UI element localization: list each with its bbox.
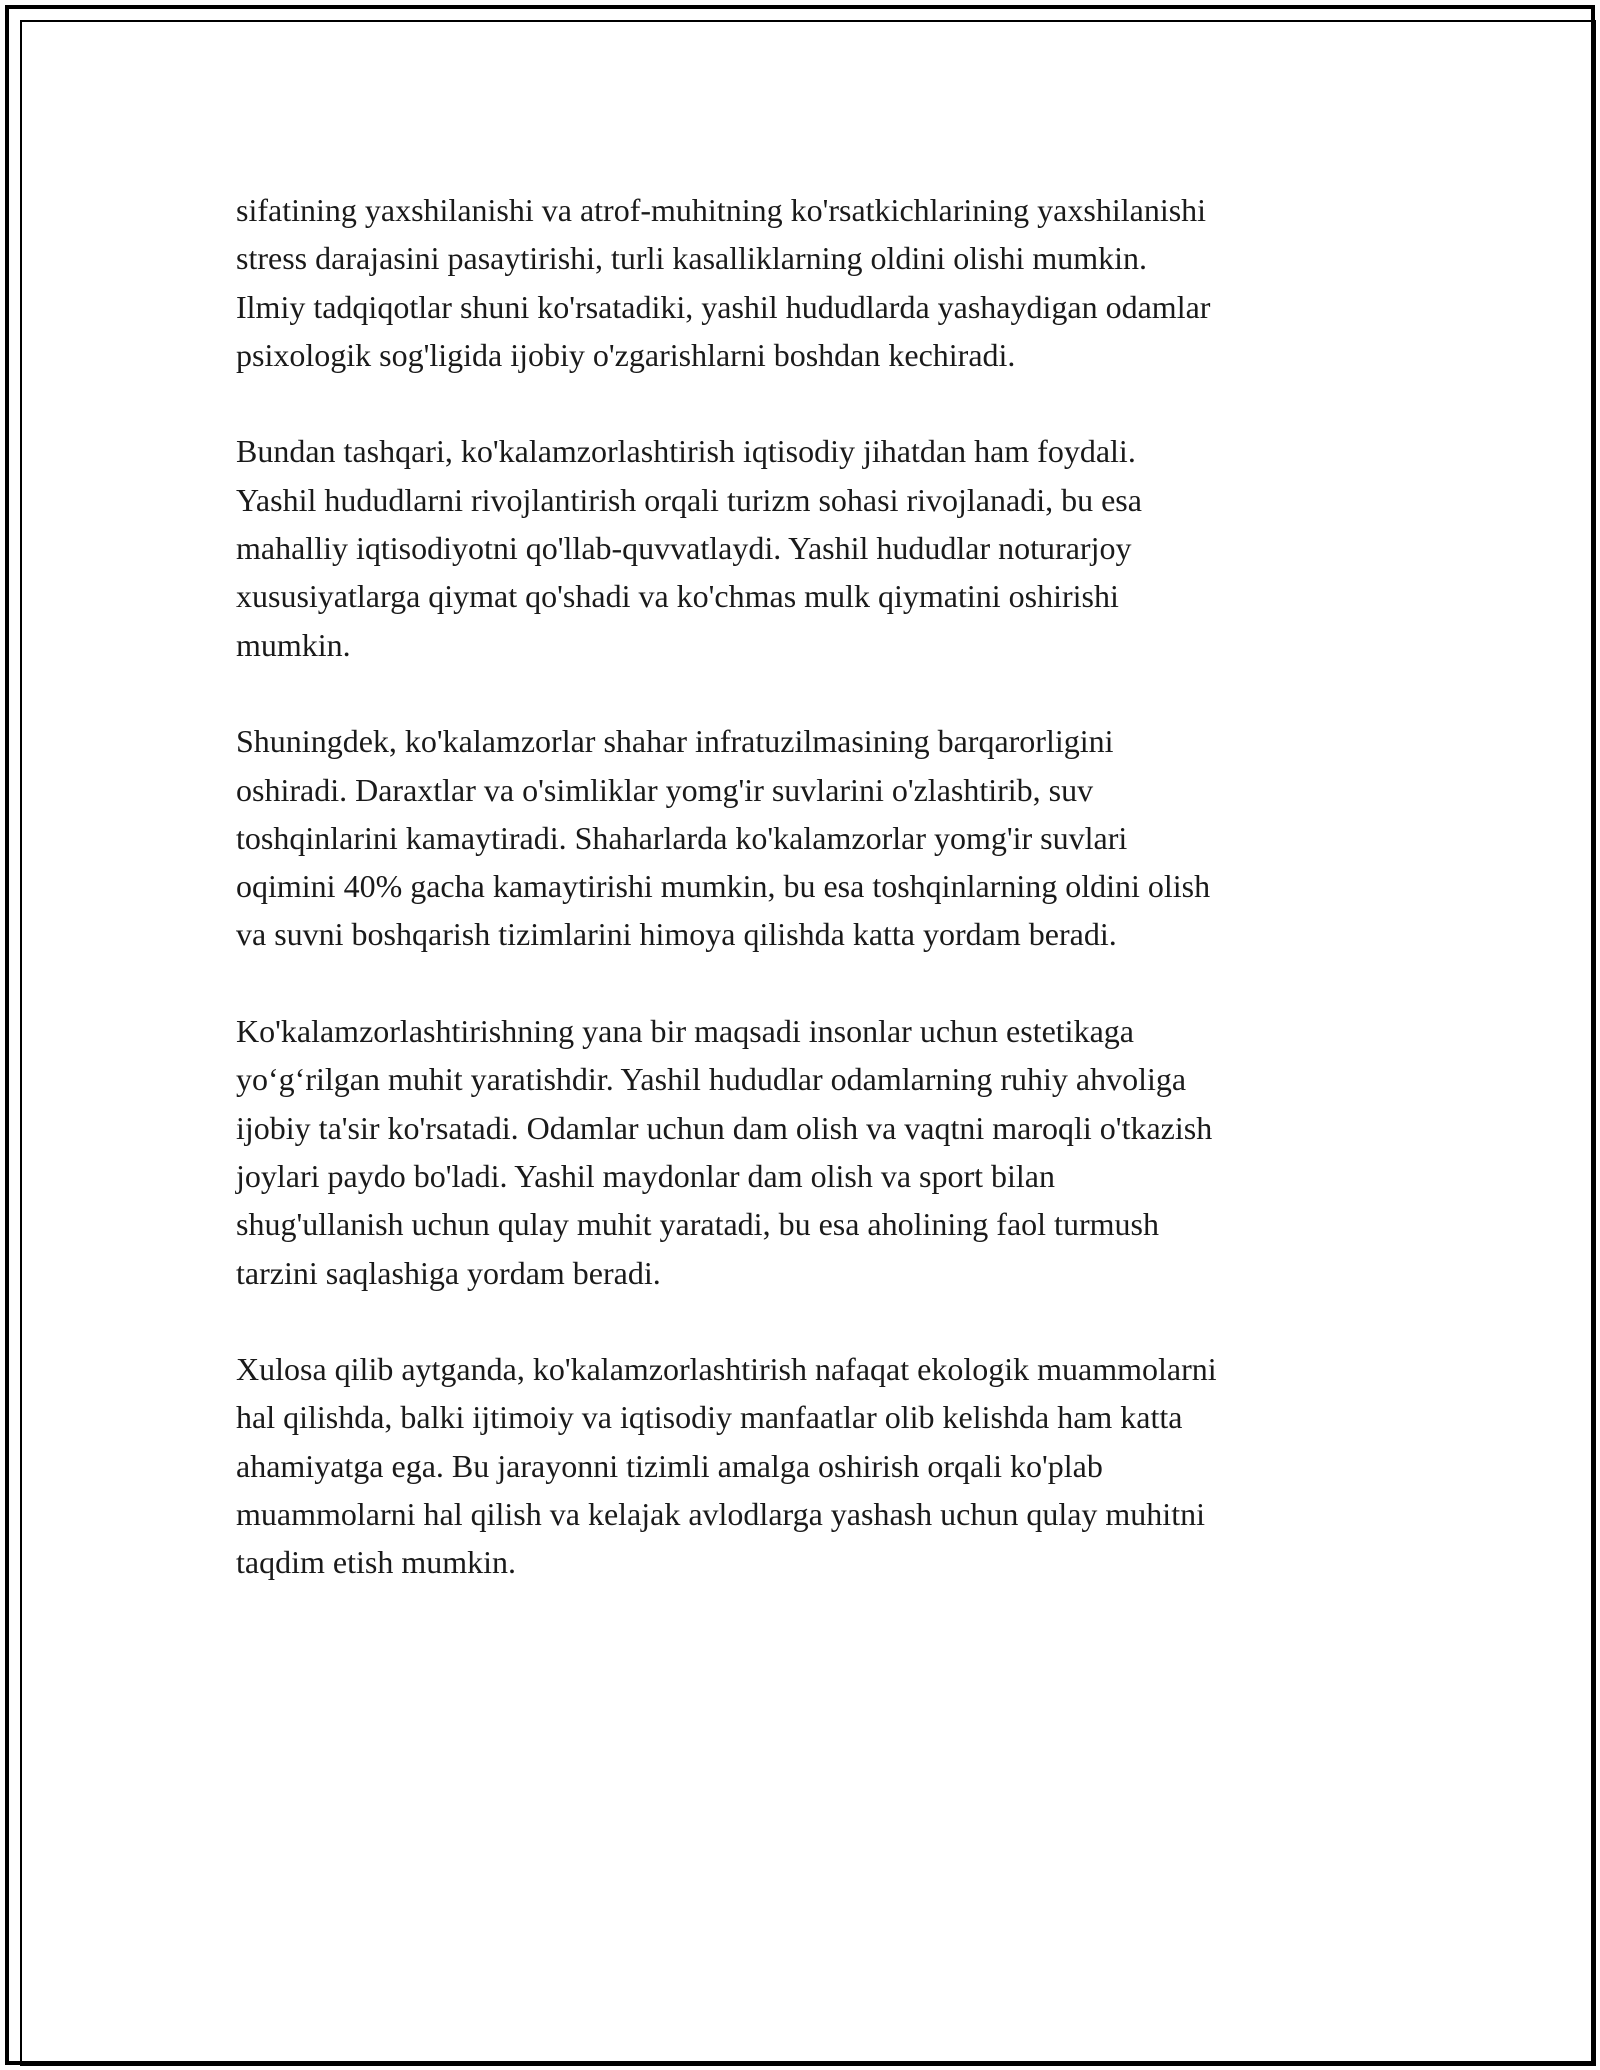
text-line: tarzini saqlashiga yordam beradi. — [236, 1254, 661, 1291]
text-line: Yashil hududlarni rivojlantirish orqali turizm sohasi rivojlanadi, bu esa — [236, 481, 1142, 518]
text-line: Bundan tashqari, ko'kalamzorlashtirish iqtisodiy jihatdan ham foydali. — [236, 433, 1136, 470]
text-line: Ko'kalamzorlashtirishning yana bir maqsadi insonlar uchun estetikaga — [236, 1013, 1134, 1050]
text-line: oshiradi. Daraxtlar va o'simliklar yomg'ir suvlarini o'zlashtirib, suv — [236, 771, 1094, 808]
text-line: Ilmiy tadqiqotlar shuni ko'rsatadiki, yashil hududlarda yashaydigan odamlar — [236, 288, 1211, 325]
text-line: shug'ullanish uchun qulay muhit yaratadi, bu esa aholining faol turmush — [236, 1206, 1159, 1243]
text-line: Shuningdek, ko'kalamzorlar shahar infratuzilmasining barqarorligini — [236, 723, 1114, 760]
text-line: stress darajasini pasaytirishi, turli kasalliklarning oldini olishi mumkin. — [236, 240, 1147, 277]
document-body — [236, 186, 1366, 1635]
text-line: ijobiy ta'sir ko'rsatadi. Odamlar uchun dam olish va vaqtni maroqli o'tkazish — [236, 1109, 1213, 1146]
text-line: joylari paydo bo'ladi. Yashil maydonlar dam olish va sport bilan — [236, 1157, 1055, 1194]
text-line: oqimini 40% gacha kamaytirishi mumkin, bu esa toshqinlarning oldini olish — [236, 868, 1211, 905]
text-line: hal qilishda, balki ijtimoiy va iqtisodiy manfaatlar olib kelishda ham katta — [236, 1399, 1183, 1436]
text-line: taqdim etish mumkin. — [236, 1544, 516, 1581]
paragraph-5 — [236, 1345, 1366, 1586]
text-line: Xulosa qilib aytganda, ko'kalamzorlashtirish nafaqat ekologik muammolarni — [236, 1351, 1217, 1388]
text-line: toshqinlarini kamaytiradi. Shaharlarda ko'kalamzorlar yomg'ir suvlari — [236, 819, 1128, 856]
text-line: va suvni boshqarish tizimlarini himoya qilishda katta yordam beradi. — [236, 916, 1117, 953]
text-line: psixologik sog'ligida ijobiy o'zgarishlarni boshdan kechiradi. — [236, 336, 1016, 373]
text-line: xususiyatlarga qiymat qo'shadi va ko'chmas mulk qiymatini oshirishi — [236, 578, 1119, 615]
paragraph-3 — [236, 717, 1366, 958]
paragraph-4 — [236, 1007, 1366, 1297]
text-line: sifatining yaxshilanishi va atrof-muhitning ko'rsatkichlarining yaxshilanishi — [236, 192, 1207, 228]
text-line: muammolarni hal qilish va kelajak avlodlarga yashash uchun qulay muhitni — [236, 1496, 1205, 1533]
paragraph-1 — [236, 186, 1366, 379]
text-line: yo‘g‘rilgan muhit yaratishdir. Yashil hududlar odamlarning ruhiy ahvoliga — [236, 1061, 1187, 1098]
paragraph-2 — [236, 427, 1366, 668]
text-line: mumkin. — [236, 626, 351, 663]
text-line: ahamiyatga ega. Bu jarayonni tizimli amalga oshirish orqali ko'plab — [236, 1447, 1103, 1484]
text-line: mahalliy iqtisodiyotni qo'llab-quvvatlaydi. Yashil hududlar noturarjoy — [236, 530, 1132, 567]
